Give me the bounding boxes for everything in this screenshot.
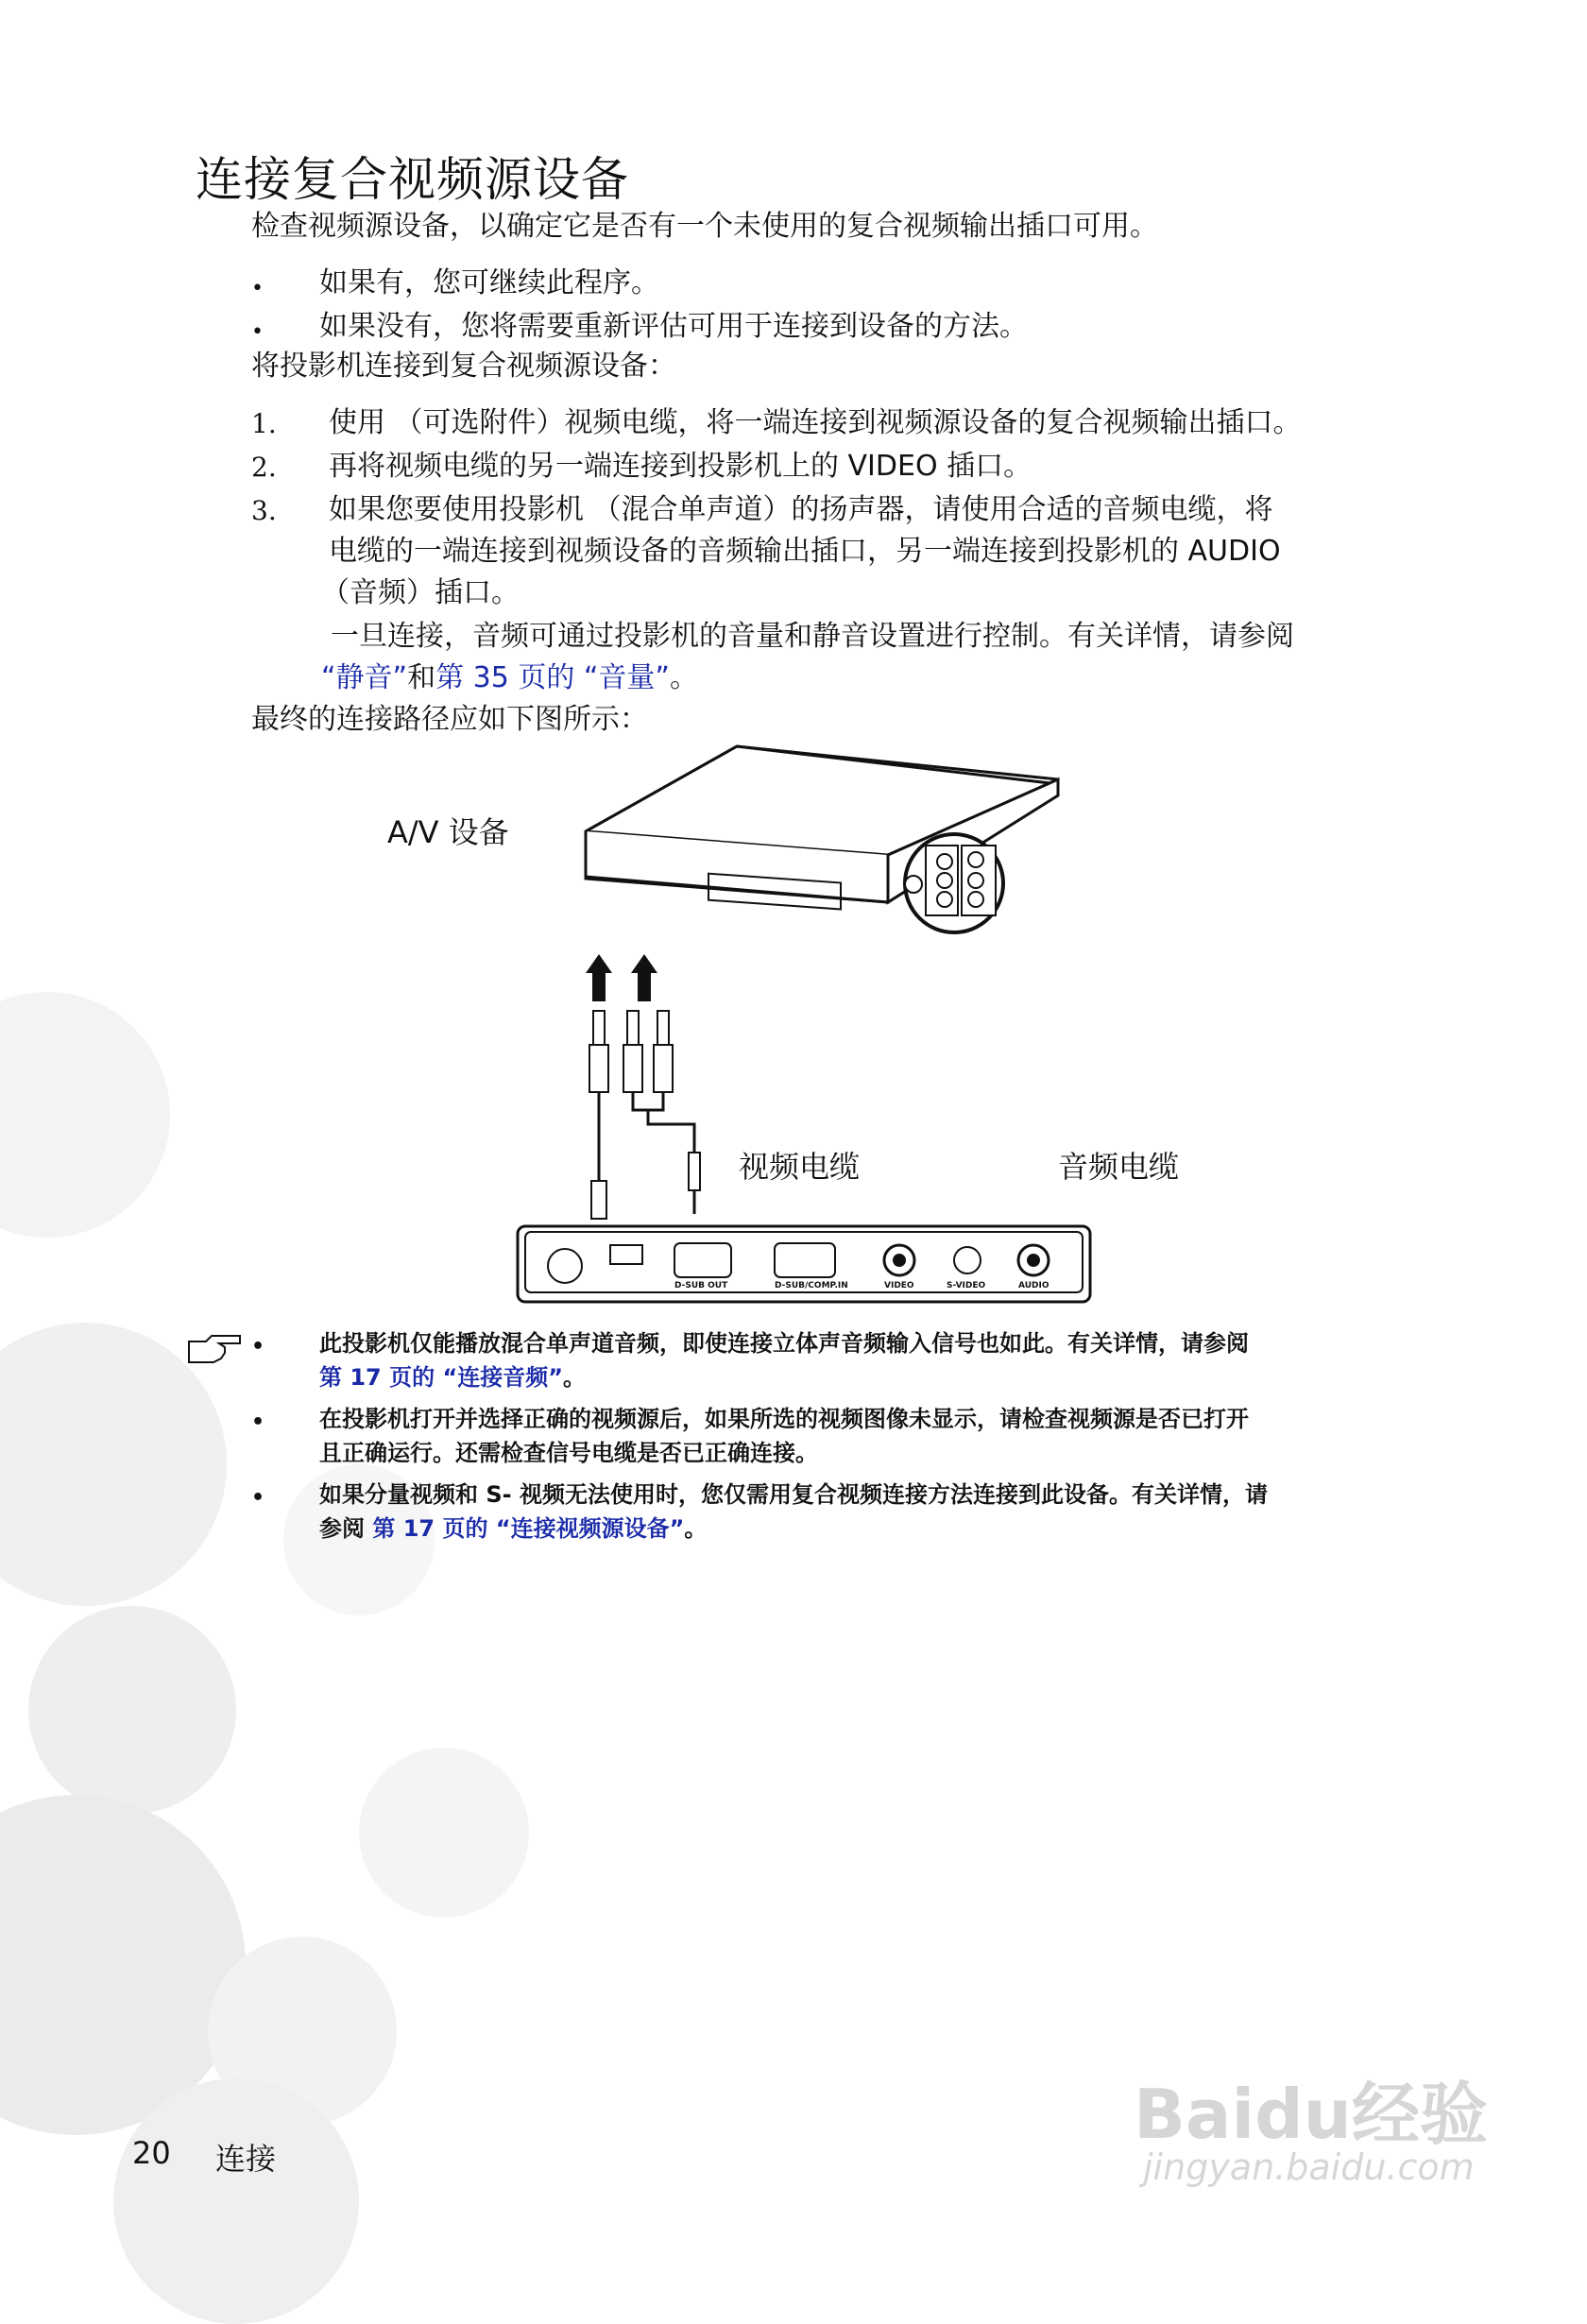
audio-cable-label: 音频电缆	[1058, 1149, 1180, 1185]
note-link-line	[319, 1512, 707, 1546]
connection-diagram	[510, 737, 1115, 1304]
rca-plug-video	[589, 1011, 608, 1219]
step3-extra-text: 一旦连接，音频可通过投影机的音量和静音设置进行控制。有关详情，请参阅	[331, 620, 1294, 653]
baidu-watermark-url: jingyan.baidu.com	[1143, 2146, 1475, 2188]
volume-link[interactable]: 第 35 页的 “音量”	[435, 661, 670, 694]
arrow-up-icon	[586, 954, 612, 1001]
page-number: 20	[132, 2135, 171, 2171]
bullet-item: 如果没有，您将需要重新评估可用于连接到设备的方法。	[319, 310, 1028, 343]
step-text: 再将视频电缆的另一端连接到投影机上的 VIDEO 插口。	[329, 450, 1032, 483]
rca-plug-audio-left	[623, 1011, 642, 1092]
note-hand-icon	[185, 1332, 244, 1366]
mute-link[interactable]: “静音”	[321, 661, 408, 694]
note-bullet: •	[251, 1335, 265, 1359]
page-title: 连接复合视频源设备	[196, 152, 629, 207]
port-label-dsub-comp: D-SUB/COMP.IN	[775, 1281, 848, 1290]
bullet-item: 如果有，您可继续此程序。	[319, 266, 659, 299]
baidu-watermark-logo: Baidu经验	[1134, 2075, 1488, 2154]
rca-plug-audio-right	[654, 1011, 673, 1092]
note-bullet: •	[251, 1410, 265, 1434]
arrow-up-icon	[631, 954, 657, 1001]
note-text: 如果分量视频和 S- 视频无法使用时，您仅需用复合视频连接方法连接到此设备。有关详情，请	[319, 1481, 1268, 1508]
step-text: （音频）插口。	[321, 576, 520, 609]
av-port-panel	[905, 834, 1003, 932]
intro-text: 检查视频源设备，以确定它是否有一个未使用的复合视频输出插口可用。	[251, 210, 1158, 243]
projector-back-panel	[516, 1224, 1092, 1304]
steps-heading: 将投影机连接到复合视频源设备：	[251, 350, 676, 383]
step3-extra-links	[321, 658, 698, 699]
step-text: 使用 （可选附件）视频电缆，将一端连接到视频源设备的复合视频输出插口。	[329, 406, 1302, 439]
step-number: 3.	[251, 495, 277, 526]
note-text: 此投影机仅能播放混合单声道音频，即使连接立体声音频输入信号也如此。有关详情，请参阅	[319, 1330, 1249, 1357]
bullet-dot: •	[251, 277, 264, 300]
connect-video-source-link[interactable]: 第 17 页的 “连接视频源设备”	[372, 1515, 685, 1542]
port-label-dsub-out: D-SUB OUT	[674, 1281, 728, 1290]
period-text: 。	[684, 1515, 708, 1542]
step-number: 2.	[251, 452, 277, 483]
port-label-audio: AUDIO	[1018, 1281, 1049, 1290]
note-bullet: •	[251, 1486, 265, 1510]
note-text: 在投影机打开并选择正确的视频源后，如果所选的视频图像未显示，请检查视频源是否已打开	[319, 1406, 1249, 1432]
period-text: 。	[669, 661, 698, 694]
step-number: 1.	[251, 408, 277, 439]
note-text: 且正确运行。还需检查信号电缆是否已正确连接。	[319, 1440, 818, 1466]
connect-audio-link[interactable]: 第 17 页的 “连接音频”	[319, 1364, 564, 1391]
connector-text: 和	[407, 661, 436, 694]
note-text: 参阅	[319, 1515, 373, 1542]
bullet-dot: •	[251, 320, 264, 344]
note-link-line	[319, 1360, 586, 1394]
port-label-video: VIDEO	[884, 1281, 914, 1290]
final-heading: 最终的连接路径应如下图所示：	[251, 703, 648, 736]
port-label-svideo: S-VIDEO	[947, 1281, 986, 1290]
footer-section: 连接	[215, 2141, 277, 2177]
audio-mini-plug	[689, 1153, 700, 1214]
step-text: 如果您要使用投影机 （混合单声道）的扬声器，请使用合适的音频电缆，将	[329, 493, 1273, 526]
period-text: 。	[563, 1364, 587, 1391]
video-cable-label: 视频电缆	[739, 1149, 861, 1185]
av-device-label: A/V 设备	[387, 814, 509, 850]
step-text: 电缆的一端连接到视频设备的音频输出插口，另一端连接到投影机的 AUDIO	[329, 535, 1281, 568]
